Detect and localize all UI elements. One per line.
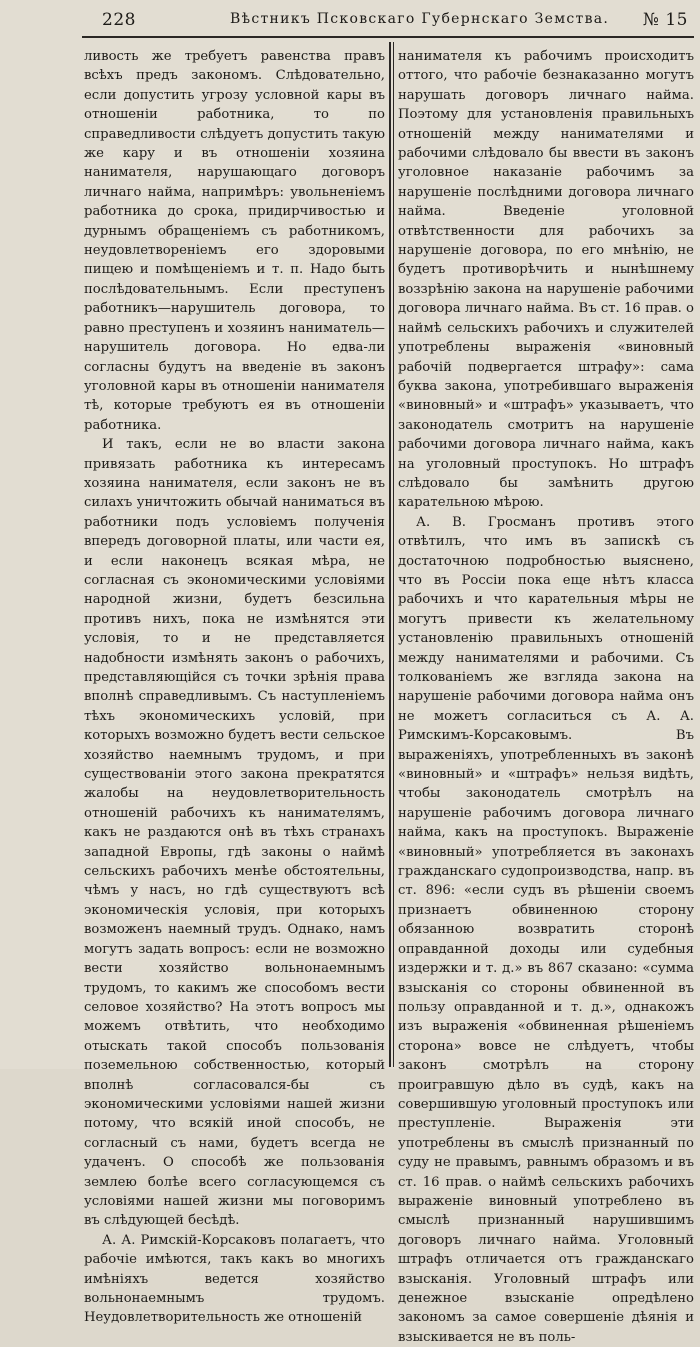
column-divider — [389, 42, 391, 1067]
paragraph: И такъ, если не во власти закона привязать работника къ интересамъ хозяина нанимателя, если законъ не въ силахъ уничтожить обычай наниматься въ работники подъ условіемъ полученія впередъ договорной платы, или части ея, и если наконецъ всякая мѣра, не согласная съ экономическими условіями народной жизни, будетъ безсильна противъ нихъ, пока не измѣнятся эти условія, то и не представляется надобности измѣнять законъ о рабочихъ, представляющійся съ точки зрѣнія права вполнѣ справедливымъ. Съ наступленіемъ тѣхъ экономическихъ условій, при которыхъ возможно будетъ вести сельское хозяйство наемнымъ трудомъ, и при существованіи этого закона прекратятся жалобы на неудовлетворительность отношеній рабочихъ къ нанимателямъ, какъ не раздаются онѣ въ тѣхъ странахъ западной Европы, гдѣ законы о наймѣ сельскихъ рабочихъ менѣе обстоятельны, чѣмъ у насъ, но гдѣ существуютъ всѣ экономическія условія, при которыхъ возможенъ наемный трудъ. Однако, намъ могутъ задать вопросъ: если не возможно вести хозяйство вольнонаемнымъ трудомъ, то какимъ же способомъ вести селовое хозяйство? На этотъ вопросъ мы можемъ отвѣтить, что необходимо отыскать такой способъ пользованія поземельною собственностью, который вполнѣ согласовался-бы съ экономическими условіями нашей жизни потому, что всякій иной способъ, не согласный съ нами, будетъ всегда не удаченъ. О способѣ же пользованія землею болѣе всего согласующемся съ условіями нашей жизни мы поговоримъ въ слѣдующей бесѣдѣ. — [84, 437, 385, 1229]
paragraph: А. А. Римскій-Корсаковъ полагаетъ, что рабочіе имѣются, такъ какъ во многихъ имѣніяхъ ведется хозяйство вольнонаемнымъ трудомъ. Неудовлетворительность же отношеній — [84, 1232, 385, 1326]
running-header — [92, 8, 692, 34]
journal-title: Вѣстникъ Псковскаго Губернскаго Земства. — [230, 11, 610, 27]
header-rule — [82, 36, 694, 38]
page-number: 228 — [102, 10, 136, 30]
issue-number: № 15 — [642, 10, 688, 30]
paragraph: нанимателя къ рабочимъ происходитъ оттого, что рабочіе безнаказанно могутъ нарушать договоръ личнаго найма. Поэтому для установленія правильныхъ отношеній между нанимателями и рабочими слѣдовало бы ввести въ законъ уголовное наказаніе рабочимъ за нарушеніе послѣдними договора личнаго найма. Введеніе уголовной отвѣтственности для рабочихъ за нарушеніе договора, по его мнѣнію, не будетъ противорѣчить и нынѣшнему воззрѣнію закона на нарушеніе рабочими договора личнаго найма. Въ ст. 16 прав. о наймѣ сельскихъ рабочихъ и служителей употреблены выраженія «виновный рабочій подвергается штрафу»: сама буква закона, употребившаго выраженія «виновный» и «штрафъ» указываетъ, что законодатель смотритъ на нарушеніе рабочими договора личнаго найма, какъ на уголовный проступокъ. Но штрафъ слѣдовало бы замѣнить другою карательною мѣрою. — [398, 49, 694, 511]
right-column — [398, 47, 694, 1345]
left-column — [84, 47, 385, 1326]
paragraph: ливость же требуетъ равенства правъ всѣхъ предъ закономъ. Слѣдовательно, если допустить угрозу условной кары въ отношеніи работника, то по справедливости слѣдуетъ допустить такую же кару и въ отношеніи хозяина нанимателя, нарушающаго договоръ личнаго найма, напримѣръ: увольненіемъ работника до срока, придирчивостью и дурнымъ обращеніемъ съ работникомъ, неудовлетвореніемъ его здоровыми пищею и помѣщеніемъ и т. п. Надо быть послѣдовательнымъ. Если преступенъ работникъ—нарушитель договора, то равно преступенъ и хозяинъ наниматель—нарушитель договора. Но едва-ли согласны будутъ на введеніе въ законъ уголовной кары въ отношеніи нанимателя тѣ, которые требуютъ ея въ отношеніи работника. — [84, 49, 385, 433]
column-divider-thin — [393, 42, 394, 1067]
paragraph: А. В. Гросманъ противъ этого отвѣтилъ, что имъ въ запискѣ съ достаточною подробностью выяснено, что въ Россіи пока еще нѣтъ класса рабочихъ и что карательныя мѣры не могутъ привести къ желательному установленію правильныхъ отношеній между нанимателями и рабочими. Съ толкованіемъ же взгляда закона на нарушеніе рабочими договора найма онъ не можетъ согласиться съ А. А. Римскимъ-Корсаковымъ. Въ выраженіяхъ, употребленныхъ въ законѣ «виновный» и «штрафъ» нельзя видѣть, чтобы законодатель смотрѣлъ на нарушеніе рабочимъ договора личнаго найма, какъ на проступокъ. Выраженіе «виновный» употребляется въ законахъ гражданскаго судопроизводства, напр. въ ст. 896: «если судъ въ рѣшеніи своемъ признаетъ обвиненною сторону обязанною возвратить сторонѣ оправданной доходы или судебныя издержки и т. д.» въ 867 сказано: «сумма взысканія со стороны обвиненной въ пользу оправданной и т. д.», однакожъ изъ выраженія «обвиненная рѣшеніемъ сторона» вовсе не слѣдуетъ, чтобы законъ смотрѣлъ на сторону проигравшую дѣло въ судѣ, какъ на совершившую уголовный проступокъ или преступленіе. Выраженія эти употреблены въ смыслѣ признанный по суду не правымъ, равнымъ образомъ и въ ст. 16 прав. о наймѣ сельскихъ рабочихъ выраженіе виновный употреблено въ смыслѣ признанный нарушившимъ договоръ личнаго найма. Уголовный штрафъ отличается отъ гражданскаго взысканія. Уголовный штрафъ или денежное взысканіе опредѣлено закономъ за самое совершеніе дѣянія и взыскивается не въ поль- — [398, 514, 694, 1345]
